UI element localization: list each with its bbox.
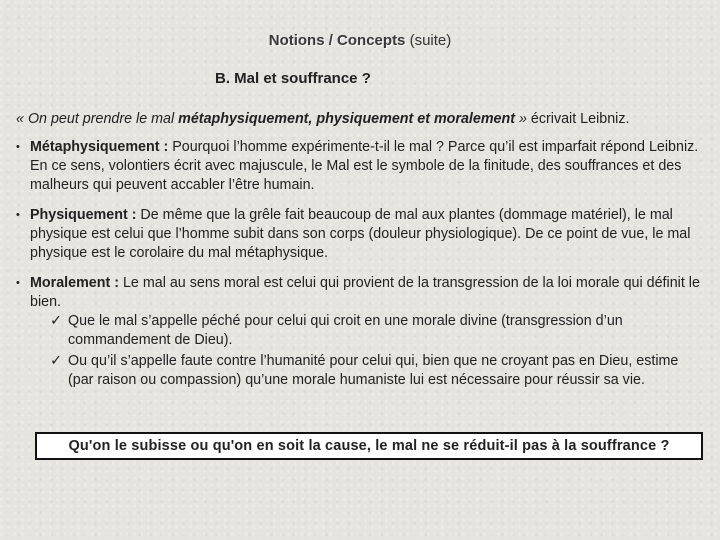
bullet-metaphysique bbox=[16, 138, 706, 195]
check-item-peche bbox=[50, 312, 705, 350]
checkmark-icon: ✓ bbox=[50, 353, 62, 369]
bullet-term: Physiquement : bbox=[30, 207, 137, 223]
bullet-physique bbox=[16, 206, 706, 263]
leibniz-quote bbox=[16, 110, 716, 128]
quote-close: » bbox=[515, 111, 527, 127]
checkmark-icon: ✓ bbox=[50, 313, 62, 329]
quote-attribution: écrivait Leibniz. bbox=[526, 111, 630, 127]
quote-open: « bbox=[16, 111, 28, 127]
page-title-sub: (suite) bbox=[409, 32, 452, 49]
bullet-text: De même que la grêle fait beaucoup de mal aux plantes (dommage matériel), le mal physique est celui que l’homme subit dans son corps (douleur physiologique). De ce point de vue, le mal physique est le corolaire du mal métaphysique. bbox=[30, 207, 691, 261]
page-title-main: Notions / Concepts bbox=[268, 32, 406, 49]
bullet-dot: • bbox=[16, 209, 20, 221]
bullet-text: Le mal au sens moral est celui qui provient de la transgression de la loi morale qui définit le bien. bbox=[30, 275, 700, 310]
bullet-dot: • bbox=[16, 277, 20, 289]
check-text: Que le mal s’appelle péché pour celui qui croit en une morale divine (transgression d’un commandement de Dieu). bbox=[68, 313, 623, 348]
check-text: Ou qu’il s’appelle faute contre l’humanité pour celui qui, bien que ne croyant pas en Dieu, estime (par raison ou compassion) qu’une morale humaniste lui est nécessaire pour réussir sa vie. bbox=[68, 353, 679, 388]
bullet-term: Moralement : bbox=[30, 275, 119, 291]
quote-italic-bold: métaphysiquement, physiquement et moralement bbox=[178, 111, 515, 127]
check-item-faute bbox=[50, 352, 705, 390]
page-title bbox=[0, 32, 720, 49]
bullet-term: Métaphysiquement : bbox=[30, 139, 169, 155]
section-title: B. Mal et souffrance ? bbox=[215, 70, 371, 87]
quote-italic: On peut prendre le mal bbox=[27, 111, 179, 127]
bullet-dot: • bbox=[16, 141, 20, 153]
bullet-moral bbox=[16, 274, 706, 312]
bullet-text: Pourquoi l’homme expérimente-t-il le mal ? Parce qu’il est imparfait répond Leibniz. En ce sens, volontiers écrit avec majuscule, le Mal est le symbole de la finitude, des souffrances et des malheurs qui peuvent accabler l’être humain. bbox=[30, 139, 699, 193]
conclusion-box: Qu'on le subisse ou qu'on en soit la cause, le mal ne se réduit-il pas à la souffrance ? bbox=[35, 432, 703, 460]
